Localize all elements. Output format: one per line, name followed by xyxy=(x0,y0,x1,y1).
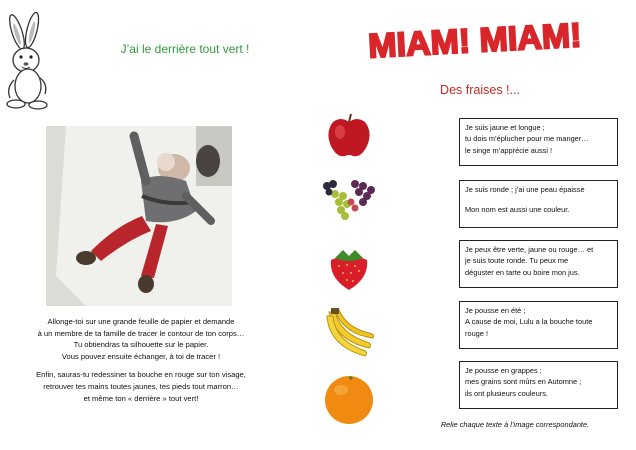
riddle-line: Je suis jaune et longue ; xyxy=(465,123,545,132)
riddle-line: Je suis ronde ; j’ai une peau épaisse xyxy=(465,185,585,194)
instructions-line: et même ton « derrière » tout vert! xyxy=(83,393,199,403)
instructions-line: retrouver tes mains toutes jaunes, tes pieds tout marron… xyxy=(43,381,239,391)
orange-image xyxy=(321,370,377,426)
left-title: J’ai le derrière tout vert ! xyxy=(120,42,250,56)
grapes-image xyxy=(321,172,377,228)
instructions-line: Vous pouvez ensuite échanger, à toi de tracer ! xyxy=(61,351,221,361)
riddle-line: Je pousse en été ; xyxy=(465,306,526,315)
riddle-line: déguster en tarte ou boire mon jus. xyxy=(465,267,580,277)
matching-instruction: Relie chaque texte à l’image correspondante. xyxy=(440,420,590,429)
riddle-box-1 xyxy=(459,118,618,166)
riddle-box-4 xyxy=(459,301,618,349)
riddle-box-3 xyxy=(459,240,618,288)
instructions-line: Allonge-toi sur une grande feuille de papier et demande xyxy=(47,317,235,326)
riddle-line: tu dois m’éplucher pour me manger… xyxy=(465,134,589,144)
riddle-spacer xyxy=(465,195,617,204)
riddle-line: je suis toute ronde. Tu peux me xyxy=(465,256,569,266)
rabbit-illustration xyxy=(2,10,52,110)
instructions-line: Enfin, sauras-tu redessiner ta bouche en rouge sur ton visage, xyxy=(36,370,246,380)
riddle-line: Je pousse en grappes ; xyxy=(465,366,542,375)
photo-illustration xyxy=(46,126,232,306)
subtitle: Des fraises !... xyxy=(440,83,520,97)
instructions-line: Tu obtiendras ta silhouette sur le papier. xyxy=(73,340,209,350)
logo-text: MIAM! MIAM! xyxy=(367,16,583,66)
instructions-line: à un membre de ta famille de tracer le contour de ton corps… xyxy=(37,328,245,338)
child-silhouette-photo xyxy=(46,126,232,306)
riddle-line: mes grains sont mûrs en Automne ; xyxy=(465,377,582,387)
bananas-image xyxy=(321,304,377,360)
riddle-line: rouge ! xyxy=(465,328,489,338)
riddle-line: ils ont plusieurs couleurs. xyxy=(465,388,548,398)
riddle-line: A cause de moi, Lulu a la bouche toute xyxy=(465,317,593,327)
instructions-text xyxy=(10,316,272,404)
riddle-box-2 xyxy=(459,180,618,228)
apple-image xyxy=(321,108,377,164)
riddle-line: Je peux être verte, jaune ou rouge… et xyxy=(465,245,594,254)
riddle-line: Mon nom est aussi une couleur. xyxy=(465,205,570,215)
riddle-box-5 xyxy=(459,361,618,409)
strawberry-image xyxy=(321,238,377,294)
miam-miam-logo xyxy=(367,4,583,74)
riddle-line: le singe m’apprécie aussi ! xyxy=(465,145,553,155)
